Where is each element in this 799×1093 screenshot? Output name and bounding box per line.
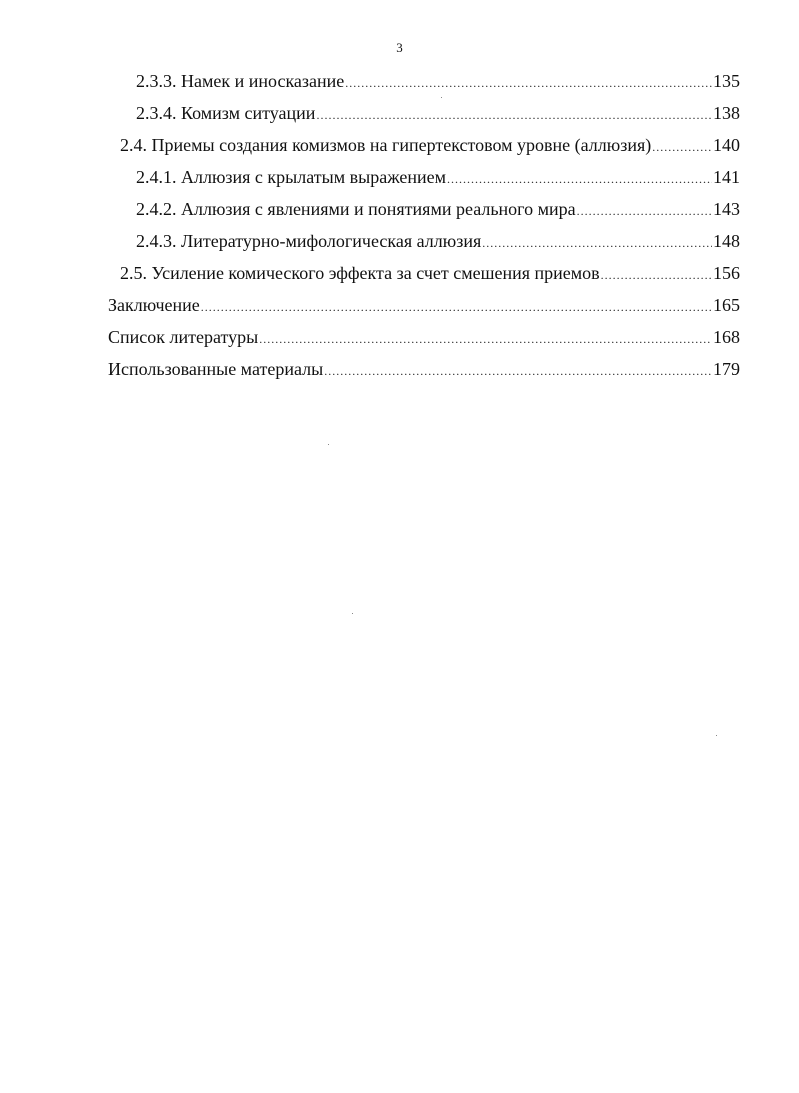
toc-entry-conclusion (108, 289, 740, 321)
toc-dot-leader (652, 131, 712, 163)
toc-entry-page: 140 (713, 135, 740, 155)
toc-entry-title: 2.3.3. Намек и иносказание (136, 71, 345, 91)
toc-entry-2-5 (108, 257, 740, 289)
toc-entry-page: 141 (713, 167, 740, 187)
toc-dot-leader (601, 259, 712, 291)
toc-entry-materials (108, 353, 740, 385)
toc-entry-page: 148 (713, 231, 740, 251)
scan-speck (352, 613, 353, 614)
toc-entry-page: 179 (713, 359, 740, 379)
toc-entry-title: 2.3.4. Комизм ситуации (136, 103, 316, 123)
toc-entry-page: 143 (713, 199, 740, 219)
toc-dot-leader (447, 163, 712, 195)
toc-dot-leader (324, 355, 712, 387)
toc-entry-bibliography (108, 321, 740, 353)
toc-entry-title: 2.4. Приемы создания комизмов на гипертекстовом уровне (аллюзия) (120, 135, 652, 155)
toc-entry-page: 168 (713, 327, 740, 347)
toc-dot-leader (259, 323, 712, 355)
table-of-contents (108, 65, 740, 385)
scan-speck (441, 97, 442, 98)
toc-entry-title: 2.4.2. Аллюзия с явлениями и понятиями реального мира (136, 199, 576, 219)
toc-entry-page: 135 (713, 71, 740, 91)
toc-entry-title: Заключение (108, 295, 200, 315)
toc-entry-title: Использованные материалы (108, 359, 324, 379)
scan-speck (328, 444, 329, 445)
toc-dot-leader (482, 227, 712, 259)
toc-entry-title: Список литературы (108, 327, 259, 347)
toc-dot-leader (201, 291, 712, 323)
toc-entry-2-3-3 (108, 65, 740, 97)
toc-dot-leader (345, 67, 712, 99)
toc-entry-page: 138 (713, 103, 740, 123)
toc-entry-2-4 (108, 129, 740, 161)
toc-entry-title: 2.4.3. Литературно-мифологическая аллюзия (136, 231, 482, 251)
toc-entry-title: 2.4.1. Аллюзия с крылатым выражением (136, 167, 447, 187)
page-number: 3 (396, 40, 403, 55)
toc-dot-leader (577, 195, 712, 227)
toc-entry-page: 165 (713, 295, 740, 315)
toc-entry-2-4-3 (108, 225, 740, 257)
toc-dot-leader (316, 99, 712, 131)
toc-entry-2-3-4 (108, 97, 740, 129)
toc-entry-page: 156 (713, 263, 740, 283)
scan-speck (716, 735, 717, 736)
toc-entry-2-4-1 (108, 161, 740, 193)
toc-entry-2-4-2 (108, 193, 740, 225)
toc-entry-title: 2.5. Усиление комического эффекта за счет смешения приемов (120, 263, 600, 283)
